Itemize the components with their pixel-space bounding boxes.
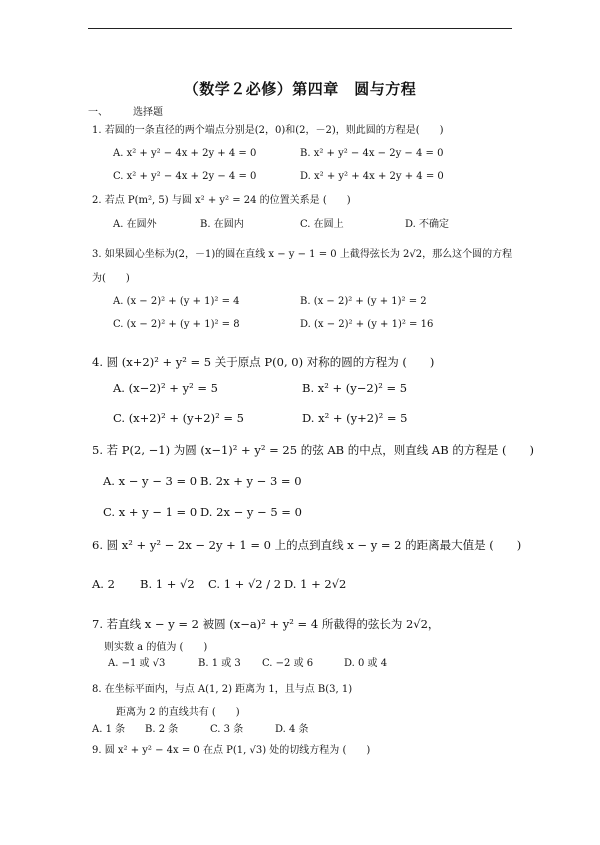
question-8-option-b: B. 2 条 — [145, 724, 179, 735]
question-1-option-a: A. x² + y² − 4x + 2y + 4 = 0 — [113, 148, 257, 159]
question-7-option-a: A. −1 或 √3 — [108, 658, 166, 669]
question-3-text: 3. 如果圆心坐标为(2，－1)的圆在直线 x − y − 1 = 0 上截得弦长为 2√2，那么这个圆的方程 — [92, 249, 513, 260]
question-3-option-b: B. (x − 2)² + (y + 1)² = 2 — [300, 296, 427, 307]
question-5-option-a: A. x − y − 3 = 0 — [103, 474, 198, 488]
question-6-text: 6. 圆 x² + y² − 2x − 2y + 1 = 0 上的点到直线 x − y = 2 的距离最大值是 ( ) — [92, 538, 522, 552]
question-1-option-d: D. x² + y² + 4x + 2y + 4 = 0 — [300, 171, 444, 182]
question-3-option-c: C. (x − 2)² + (y + 1)² = 8 — [113, 319, 240, 330]
question-8-option-a: A. 1 条 — [92, 724, 126, 735]
question-6-option-a: A. 2 — [92, 577, 115, 591]
question-5-option-b: B. 2x + y − 3 = 0 — [200, 474, 302, 488]
section-label: 一、 — [88, 107, 108, 118]
question-4-option-c: C. (x+2)² + (y+2)² = 5 — [113, 411, 244, 425]
question-8-option-c: C. 3 条 — [210, 724, 244, 735]
question-1-text: 1. 若圆的一条直径的两个端点分别是(2，0)和(2，－2)，则此圆的方程是( ) — [92, 125, 444, 136]
question-4-option-a: A. (x−2)² + y² = 5 — [113, 381, 218, 395]
question-7-option-c: C. −2 或 6 — [262, 658, 314, 669]
question-8-text: 8. 在坐标平面内，与点 A(1, 2) 距离为 1，且与点 B(3, 1) — [92, 684, 353, 695]
question-3-option-a: A. (x − 2)² + (y + 1)² = 4 — [113, 296, 240, 307]
question-7-text: 7. 若直线 x − y = 2 被圆 (x−a)² + y² = 4 所截得的弦长为 2√2， — [92, 617, 440, 631]
question-6-option-c: C. 1 + √2 / 2 — [208, 577, 282, 591]
question-5-text: 5. 若 P(2, −1) 为圆 (x−1)² + y² = 25 的弦 AB 的中点，则直线 AB 的方程是 ( ) — [92, 443, 534, 457]
page-title: （数学２必修）第四章 圆与方程 — [183, 80, 417, 98]
question-2-option-a: A. 在圆外 — [113, 219, 157, 230]
question-1-option-c: C. x² + y² − 4x + 2y − 4 = 0 — [113, 171, 257, 182]
question-1-option-b: B. x² + y² − 4x − 2y − 4 = 0 — [300, 148, 444, 159]
question-6-option-d: D. 1 + 2√2 — [284, 577, 347, 591]
question-9-text: 9. 圆 x² + y² − 4x = 0 在点 P(1, √3) 处的切线方程为 ( ) — [92, 745, 371, 756]
question-2-option-c: C. 在圆上 — [300, 219, 344, 230]
question-3-option-d: D. (x − 2)² + (y + 1)² = 16 — [300, 319, 434, 330]
question-7-option-b: B. 1 或 3 — [198, 658, 241, 669]
question-8-text-cont: 距离为 2 的直线共有 ( ) — [116, 707, 240, 718]
question-7-option-d: D. 0 或 4 — [344, 658, 388, 669]
question-5-option-c: C. x + y − 1 = 0 — [103, 505, 198, 519]
question-2-option-b: B. 在圆内 — [200, 219, 244, 230]
question-2-option-d: D. 不确定 — [405, 219, 450, 230]
question-2-text: 2. 若点 P(m², 5) 与圆 x² + y² = 24 的位置关系是 ( ) — [92, 195, 351, 206]
question-3-text-cont: 为( ) — [92, 273, 130, 284]
section-name: 选择题 — [133, 107, 163, 118]
question-6-option-b: B. 1 + √2 — [140, 577, 195, 591]
question-8-option-d: D. 4 条 — [275, 724, 309, 735]
top-rule — [88, 28, 512, 29]
question-4-text: 4. 圆 (x+2)² + y² = 5 关于原点 P(0, 0) 对称的圆的方程为 ( ) — [92, 355, 435, 369]
question-4-option-d: D. x² + (y+2)² = 5 — [302, 411, 408, 425]
question-4-option-b: B. x² + (y−2)² = 5 — [302, 381, 408, 395]
question-5-option-d: D. 2x − y − 5 = 0 — [200, 505, 302, 519]
question-7-text-cont: 则实数 a 的值为 ( ) — [104, 642, 208, 653]
